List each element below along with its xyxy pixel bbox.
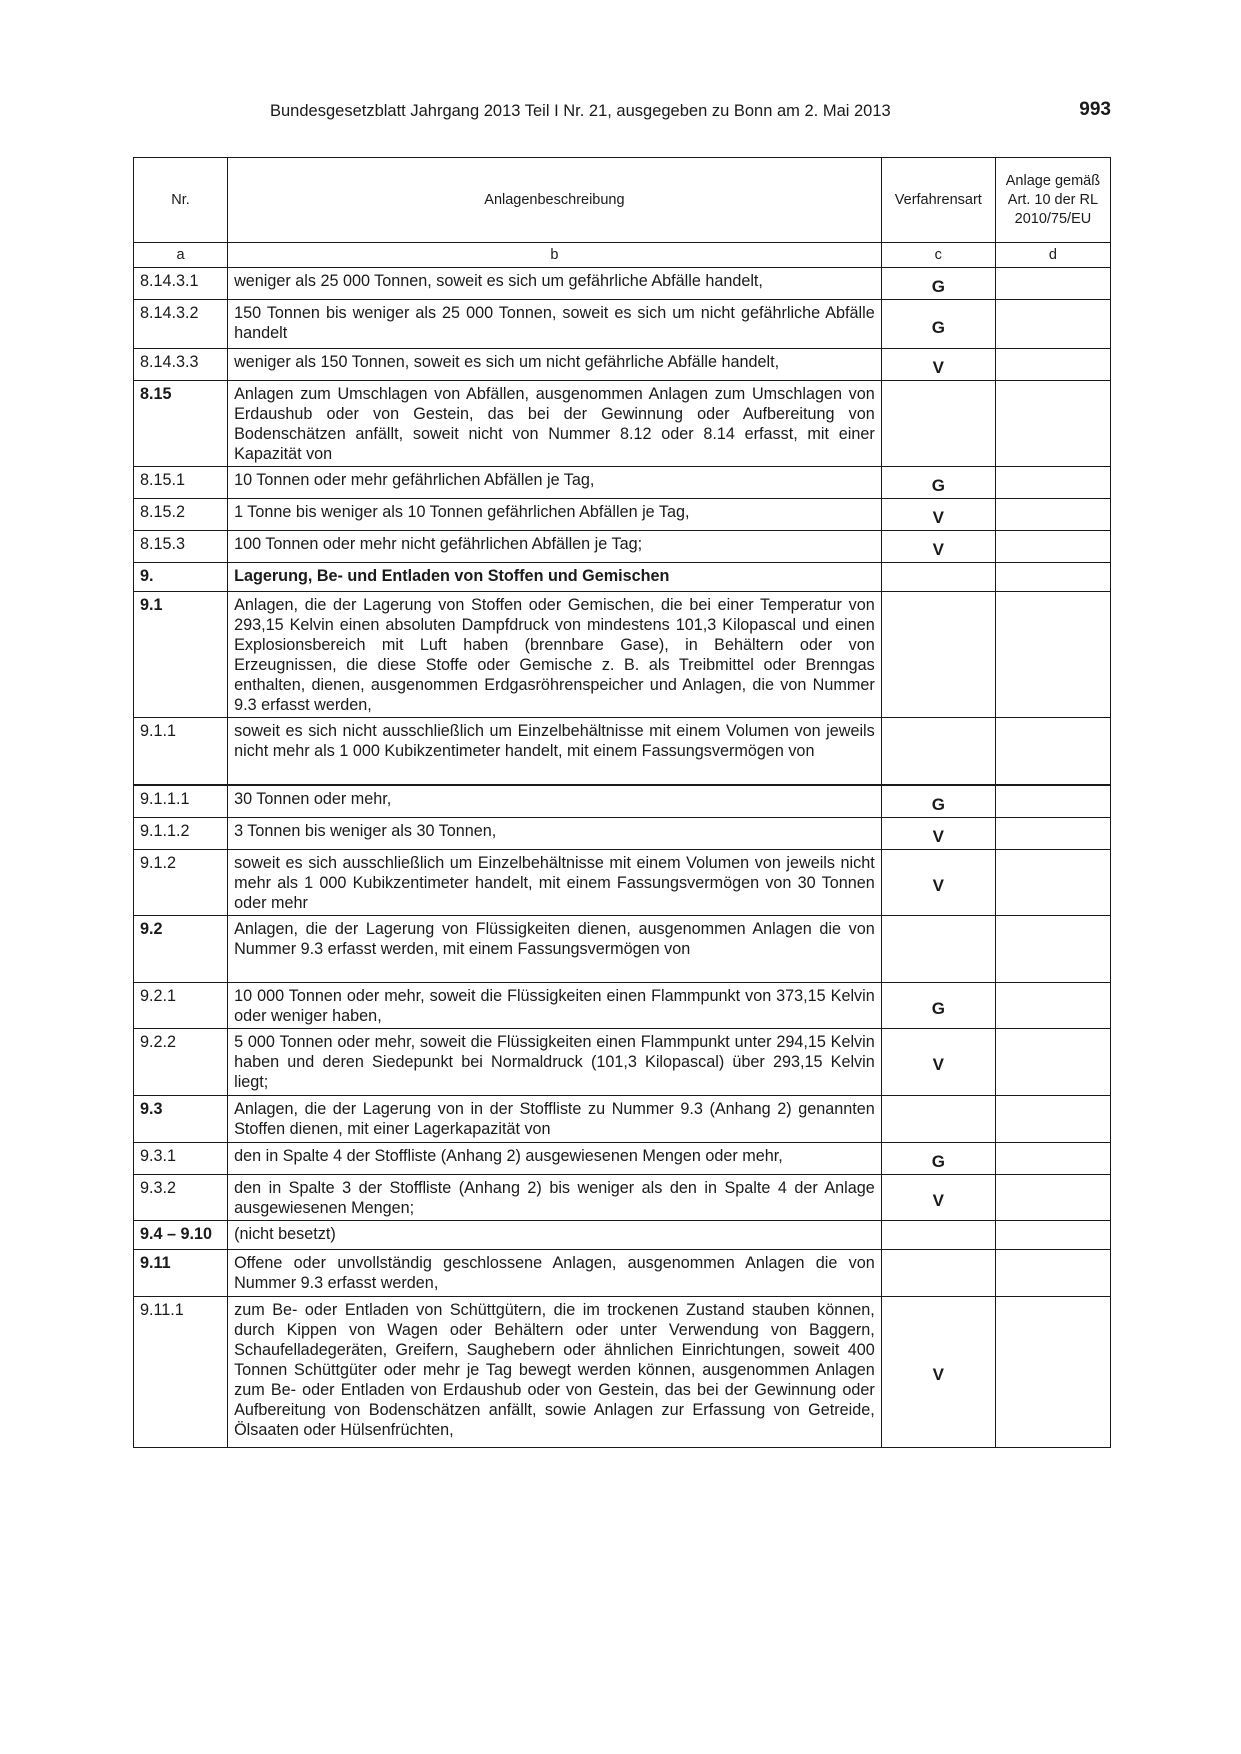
row-verfahrensart xyxy=(881,1095,995,1142)
table-row xyxy=(134,1028,1111,1095)
table-row xyxy=(134,1095,1111,1142)
row-nr: 9.3 xyxy=(134,1095,228,1142)
row-description: 3 Tonnen bis weniger als 30 Tonnen, xyxy=(228,817,882,849)
row-nr: 9.2.1 xyxy=(134,982,228,1028)
row-anlage xyxy=(995,718,1110,785)
row-verfahrensart: G xyxy=(881,982,995,1028)
row-verfahrensart xyxy=(881,381,995,467)
row-anlage xyxy=(995,1095,1110,1142)
row-anlage xyxy=(995,1220,1110,1249)
table-body xyxy=(134,268,1111,1448)
row-verfahrensart: V xyxy=(881,1028,995,1095)
table-row xyxy=(134,1142,1111,1174)
table-row xyxy=(134,915,1111,982)
row-nr: 9.2 xyxy=(134,915,228,982)
row-verfahrensart: G xyxy=(881,268,995,300)
row-verfahrensart xyxy=(881,563,995,592)
row-verfahrensart xyxy=(881,592,995,718)
row-description: Anlagen, die der Lagerung von in der Stoffliste zu Nummer 9.3 (Anhang 2) genannten Stoffen dienen, mit einer Lagerkapazität von xyxy=(228,1095,882,1142)
row-anlage xyxy=(995,531,1110,563)
row-anlage xyxy=(995,817,1110,849)
row-nr: 9.11 xyxy=(134,1249,228,1296)
row-anlage xyxy=(995,563,1110,592)
table-row xyxy=(134,381,1111,467)
row-nr: 9.3.2 xyxy=(134,1174,228,1220)
table-row xyxy=(134,1220,1111,1249)
row-anlage xyxy=(995,300,1110,349)
installations-table xyxy=(133,157,1111,1448)
row-description: den in Spalte 3 der Stoffliste (Anhang 2) bis weniger als den in Spalte 4 der Anlage ausgewiesenen Mengen; xyxy=(228,1174,882,1220)
row-verfahrensart: V xyxy=(881,349,995,381)
table-row xyxy=(134,467,1111,499)
page-header xyxy=(270,99,1111,128)
row-description: zum Be- oder Entladen von Schüttgütern, die im trockenen Zustand stauben können, durch Kippen von Wagen oder Behältern oder unter Verwendung von Baggern, Schaufelladegeräten, Greifern, Saughebern oder ähnlichen Einrichtungen, soweit 400 Tonnen Schüttgüter oder mehr je Tag bewegt werden können, ausgenommen Anlagen zum Be- oder Entladen von Erdaushub oder von Gestein, das bei der Gewinnung oder Aufbereitung von Bodenschätzen anfällt, sowie Anlagen zur Erfassung von Getreide, Ölsaaten oder Hülsenfrüchten, xyxy=(228,1296,882,1447)
col-letter-a: a xyxy=(134,243,228,268)
row-description: (nicht besetzt) xyxy=(228,1220,882,1249)
table-row xyxy=(134,349,1111,381)
row-nr: 9.1.1.2 xyxy=(134,817,228,849)
col-header-verf: Verfahrensart xyxy=(881,158,995,243)
table-row xyxy=(134,268,1111,300)
row-verfahrensart xyxy=(881,1220,995,1249)
col-header-nr: Nr. xyxy=(134,158,228,243)
row-nr: 9.2.2 xyxy=(134,1028,228,1095)
row-anlage xyxy=(995,1142,1110,1174)
row-anlage xyxy=(995,1174,1110,1220)
row-description: weniger als 150 Tonnen, soweit es sich um nicht gefährliche Abfälle handelt, xyxy=(228,349,882,381)
row-verfahrensart: G xyxy=(881,300,995,349)
table-row xyxy=(134,531,1111,563)
row-nr: 9.11.1 xyxy=(134,1296,228,1447)
row-anlage xyxy=(995,467,1110,499)
row-anlage xyxy=(995,982,1110,1028)
row-anlage xyxy=(995,349,1110,381)
row-description: Offene oder unvollständig geschlossene Anlagen, ausgenommen Anlagen die von Nummer 9.3 erfasst werden, xyxy=(228,1249,882,1296)
row-nr: 8.15.3 xyxy=(134,531,228,563)
row-verfahrensart xyxy=(881,1249,995,1296)
row-verfahrensart: V xyxy=(881,1296,995,1447)
row-verfahrensart xyxy=(881,915,995,982)
row-verfahrensart xyxy=(881,718,995,785)
row-description: 30 Tonnen oder mehr, xyxy=(228,785,882,818)
row-nr: 9.1.1 xyxy=(134,718,228,785)
table-row xyxy=(134,592,1111,718)
row-anlage xyxy=(995,1296,1110,1447)
row-verfahrensart: V xyxy=(881,849,995,915)
row-nr: 9.1.2 xyxy=(134,849,228,915)
row-anlage xyxy=(995,268,1110,300)
row-nr: 9. xyxy=(134,563,228,592)
col-header-anlage: Anlage gemäß Art. 10 der RL 2010/75/EU xyxy=(995,158,1110,243)
table-row xyxy=(134,849,1111,915)
row-description: Anlagen zum Umschlagen von Abfällen, ausgenommen Anlagen zum Umschlagen von Erdaushub oder von Gestein, das bei der Gewinnung oder Aufbereitung von Bodenschätzen anfällt, soweit nicht von Nummer 8.12 oder 8.14 erfasst, mit einer Kapazität von xyxy=(228,381,882,467)
row-description: soweit es sich ausschließlich um Einzelbehältnisse mit einem Volumen von jeweils nicht mehr als 1 000 Kubikzentimeter handelt, mit einem Fassungsvermögen von 30 Tonnen oder mehr xyxy=(228,849,882,915)
table-row xyxy=(134,300,1111,349)
row-description: 100 Tonnen oder mehr nicht gefährlichen Abfällen je Tag; xyxy=(228,531,882,563)
table-row xyxy=(134,563,1111,592)
row-verfahrensart: G xyxy=(881,1142,995,1174)
table-letter-row xyxy=(134,243,1111,268)
table-row xyxy=(134,785,1111,818)
row-description: 1 Tonne bis weniger als 10 Tonnen gefährlichen Abfällen je Tag, xyxy=(228,499,882,531)
col-header-desc: Anlagenbeschreibung xyxy=(228,158,882,243)
row-description: weniger als 25 000 Tonnen, soweit es sich um gefährliche Abfälle handelt, xyxy=(228,268,882,300)
row-description: 150 Tonnen bis weniger als 25 000 Tonnen, soweit es sich um nicht gefährliche Abfälle handelt xyxy=(228,300,882,349)
row-anlage xyxy=(995,592,1110,718)
row-verfahrensart: G xyxy=(881,467,995,499)
row-nr: 8.15 xyxy=(134,381,228,467)
table-row xyxy=(134,1249,1111,1296)
row-anlage xyxy=(995,915,1110,982)
table-row xyxy=(134,1296,1111,1447)
row-anlage xyxy=(995,381,1110,467)
header-title: Bundesgesetzblatt Jahrgang 2013 Teil I Nr. 21, ausgegeben zu Bonn am 2. Mai 2013 xyxy=(270,102,891,120)
row-nr: 8.14.3.3 xyxy=(134,349,228,381)
row-verfahrensart: V xyxy=(881,531,995,563)
row-nr: 9.3.1 xyxy=(134,1142,228,1174)
row-nr: 8.15.1 xyxy=(134,467,228,499)
col-letter-c: c xyxy=(881,243,995,268)
row-anlage xyxy=(995,785,1110,818)
table-row xyxy=(134,1174,1111,1220)
table-row xyxy=(134,817,1111,849)
row-verfahrensart: V xyxy=(881,817,995,849)
table-header-row xyxy=(134,158,1111,243)
row-description: soweit es sich nicht ausschließlich um Einzelbehältnisse mit einem Volumen von jeweils nicht mehr als 1 000 Kubikzentimeter handelt, mit einem Fassungsvermögen von xyxy=(228,718,882,785)
col-letter-b: b xyxy=(228,243,882,268)
row-nr: 8.15.2 xyxy=(134,499,228,531)
row-description: Anlagen, die der Lagerung von Flüssigkeiten dienen, ausgenommen Anlagen die von Nummer 9.3 erfasst werden, mit einem Fassungsvermögen von xyxy=(228,915,882,982)
row-description: 5 000 Tonnen oder mehr, soweit die Flüssigkeiten einen Flammpunkt unter 294,15 Kelvin haben und deren Siedepunkt bei Normaldruck (101,3 Kilopascal) über 293,15 Kelvin liegt; xyxy=(228,1028,882,1095)
row-nr: 9.1.1.1 xyxy=(134,785,228,818)
row-description: Anlagen, die der Lagerung von Stoffen oder Gemischen, die bei einer Temperatur von 293,15 Kelvin einen absoluten Dampfdruck von mindestens 101,3 Kilopascal und einen Explosionsbereich mit Luft haben (brennbare Gase), in Behältern oder von Erzeugnissen, die diese Stoffe oder Gemische z. B. als Treibmittel oder Brenngas enthalten, dienen, ausgenommen Erdgasröhrenspeicher und Anlagen, die von Nummer 9.3 erfasst werden, xyxy=(228,592,882,718)
row-verfahrensart: V xyxy=(881,499,995,531)
row-anlage xyxy=(995,849,1110,915)
col-letter-d: d xyxy=(995,243,1110,268)
table-row xyxy=(134,982,1111,1028)
row-nr: 8.14.3.1 xyxy=(134,268,228,300)
row-nr: 9.1 xyxy=(134,592,228,718)
row-nr: 8.14.3.2 xyxy=(134,300,228,349)
row-description: 10 Tonnen oder mehr gefährlichen Abfällen je Tag, xyxy=(228,467,882,499)
table-row xyxy=(134,718,1111,785)
row-verfahrensart: V xyxy=(881,1174,995,1220)
row-description: Lagerung, Be- und Entladen von Stoffen und Gemischen xyxy=(228,563,882,592)
row-anlage xyxy=(995,1028,1110,1095)
row-nr: 9.4 – 9.10 xyxy=(134,1220,228,1249)
row-verfahrensart: G xyxy=(881,785,995,818)
row-anlage xyxy=(995,1249,1110,1296)
row-anlage xyxy=(995,499,1110,531)
row-description: 10 000 Tonnen oder mehr, soweit die Flüssigkeiten einen Flammpunkt von 373,15 Kelvin oder weniger haben, xyxy=(228,982,882,1028)
table-row xyxy=(134,499,1111,531)
page-number: 993 xyxy=(1079,99,1111,120)
row-description: den in Spalte 4 der Stoffliste (Anhang 2) ausgewiesenen Mengen oder mehr, xyxy=(228,1142,882,1174)
